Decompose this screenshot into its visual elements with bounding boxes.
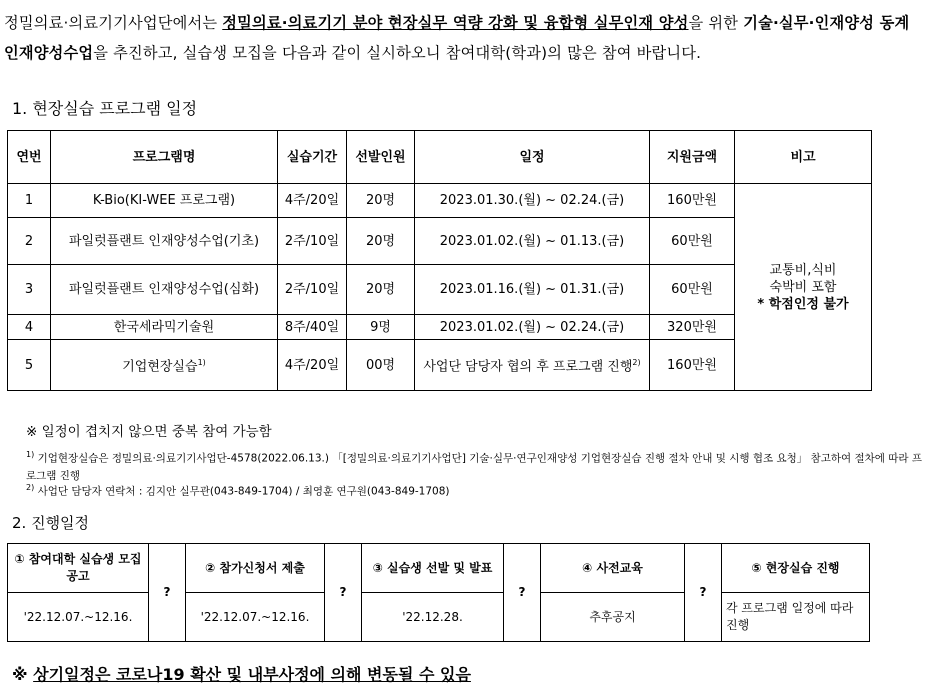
- arrow-icon: ?: [504, 544, 541, 642]
- step-4-title: ④ 사전교육: [541, 544, 685, 593]
- step-4-value: 추후공지: [541, 593, 685, 642]
- intro-bold: 기술·실무·인재양성 동계 인재양성수업: [4, 14, 910, 62]
- remark-line: 숙박비 포함: [769, 279, 837, 295]
- cell-schedule: 2023.01.02.(월) ~ 01.13.(금): [415, 218, 650, 265]
- notice-text: 상기일정은 코로나19 확산 및 내부사정에 의해 변동될 수 있음: [33, 665, 471, 684]
- cell-people: 20명: [347, 218, 415, 265]
- step-5-title: ⑤ 현장실습 진행: [722, 544, 870, 593]
- footnote-mark: 2): [26, 483, 35, 492]
- cell-people: 00명: [347, 340, 415, 391]
- cell-amount: 320만원: [650, 315, 735, 340]
- cell-people: 9명: [347, 315, 415, 340]
- cell-period: 8주/40일: [278, 315, 347, 340]
- section-title-program: 1. 현장실습 프로그램 일정: [12, 99, 198, 118]
- header-people: 선발인원: [347, 131, 415, 184]
- program-table: [7, 130, 872, 391]
- table-header-row: [8, 131, 872, 184]
- flow-title-row: [8, 544, 870, 593]
- intro-text: 을 추진하고, 실습생 모집을 다음과 같이 실시하오니 참여대학(학과)의 많은 참여 바랍니다.: [93, 44, 702, 62]
- cell-schedule: 2023.01.02.(월) ~ 02.24.(금): [415, 315, 650, 340]
- cell-period: 4주/20일: [278, 340, 347, 391]
- cell-amount: 60만원: [650, 265, 735, 315]
- cell-name: 파일럿플랜트 인재양성수업(기초): [51, 218, 278, 265]
- notice-mark: ※: [12, 665, 28, 684]
- cell-schedule: 2023.01.30.(월) ~ 02.24.(금): [415, 184, 650, 218]
- remark-credit: * 학점인정 불가: [757, 296, 849, 312]
- step-2-value: '22.12.07.~12.16.: [186, 593, 325, 642]
- header-no: 연번: [8, 131, 51, 184]
- cell-schedule: [415, 340, 650, 391]
- note-duplicate: ※ 일정이 겹치지 않으면 중복 참여 가능함: [26, 424, 272, 440]
- step-3-value: '22.12.28.: [362, 593, 504, 642]
- process-flow-table: [7, 543, 870, 642]
- cell-schedule: 2023.01.16.(월) ~ 01.31.(금): [415, 265, 650, 315]
- cell-name: 파일럿플랜트 인재양성수업(심화): [51, 265, 278, 315]
- cell-people: 20명: [347, 184, 415, 218]
- bottom-notice: [12, 662, 471, 685]
- step-1-value: '22.12.07.~12.16.: [8, 593, 149, 642]
- cell-people: 20명: [347, 265, 415, 315]
- header-amount: 지원금액: [650, 131, 735, 184]
- intro-highlight: 정밀의료·의료기기 분야 현장실무 역량 강화 및 융합형 실무인재 양성: [222, 14, 689, 32]
- note-footnote-2: [26, 479, 450, 501]
- cell-name: 한국세라믹기술원: [51, 315, 278, 340]
- intro-text: 을 위한: [688, 14, 739, 32]
- cell-period: 2주/10일: [278, 218, 347, 265]
- cell-amount: 160만원: [650, 184, 735, 218]
- header-period: 실습기간: [278, 131, 347, 184]
- remark-line: 교통비,식비: [769, 262, 837, 278]
- step-3-title: ③ 실습생 선발 및 발표: [362, 544, 504, 593]
- step-5-value: 각 프로그램 일정에 따라 진행: [722, 593, 870, 642]
- section-title-process: 2. 진행일정: [12, 514, 90, 532]
- cell-schedule-text: 사업단 담당자 협의 후 프로그램 진행: [423, 359, 633, 375]
- header-remark: 비고: [735, 131, 872, 184]
- intro-paragraph: [4, 8, 924, 68]
- footnote-mark: 2): [632, 358, 641, 368]
- cell-name-text: 기업현장실습: [122, 359, 198, 375]
- arrow-icon: ?: [149, 544, 186, 642]
- flow-value-row: [8, 593, 870, 642]
- footnote-text: 사업단 담당자 연락처 : 김지안 실무관(043-849-1704) / 최영훈 연구원(043-849-1708): [37, 485, 450, 498]
- header-name: 프로그램명: [51, 131, 278, 184]
- footnote-mark: 1): [26, 450, 35, 459]
- cell-no: 1: [8, 184, 51, 218]
- cell-period: 4주/20일: [278, 184, 347, 218]
- footnote-mark: 1): [197, 358, 206, 368]
- intro-text: 정밀의료·의료기기사업단에서는: [4, 14, 223, 32]
- cell-amount: 160만원: [650, 340, 735, 391]
- cell-remark: [735, 184, 872, 391]
- cell-no: 3: [8, 265, 51, 315]
- step-1-title: ① 참여대학 실습생 모집 공고: [8, 544, 149, 593]
- arrow-icon: ?: [685, 544, 722, 642]
- cell-no: 2: [8, 218, 51, 265]
- step-2-title: ② 참가신청서 제출: [186, 544, 325, 593]
- table-row: [8, 184, 872, 218]
- cell-period: 2주/10일: [278, 265, 347, 315]
- cell-name: K-Bio(KI-WEE 프로그램): [51, 184, 278, 218]
- footnote-text: 기업현장실습은 정밀의료·의료기기사업단-4578(2022.06.13.) 「[정밀의료·의료기기사업단] 기술·실무·연구인재양성 기업현장실습 진행 절차 안내 및 시행 협조 요청」 참고하여 절차에 따라 프로그램 진행: [26, 452, 923, 482]
- arrow-icon: ?: [325, 544, 362, 642]
- cell-name: [51, 340, 278, 391]
- cell-amount: 60만원: [650, 218, 735, 265]
- cell-no: 4: [8, 315, 51, 340]
- header-schedule: 일정: [415, 131, 650, 184]
- cell-no: 5: [8, 340, 51, 391]
